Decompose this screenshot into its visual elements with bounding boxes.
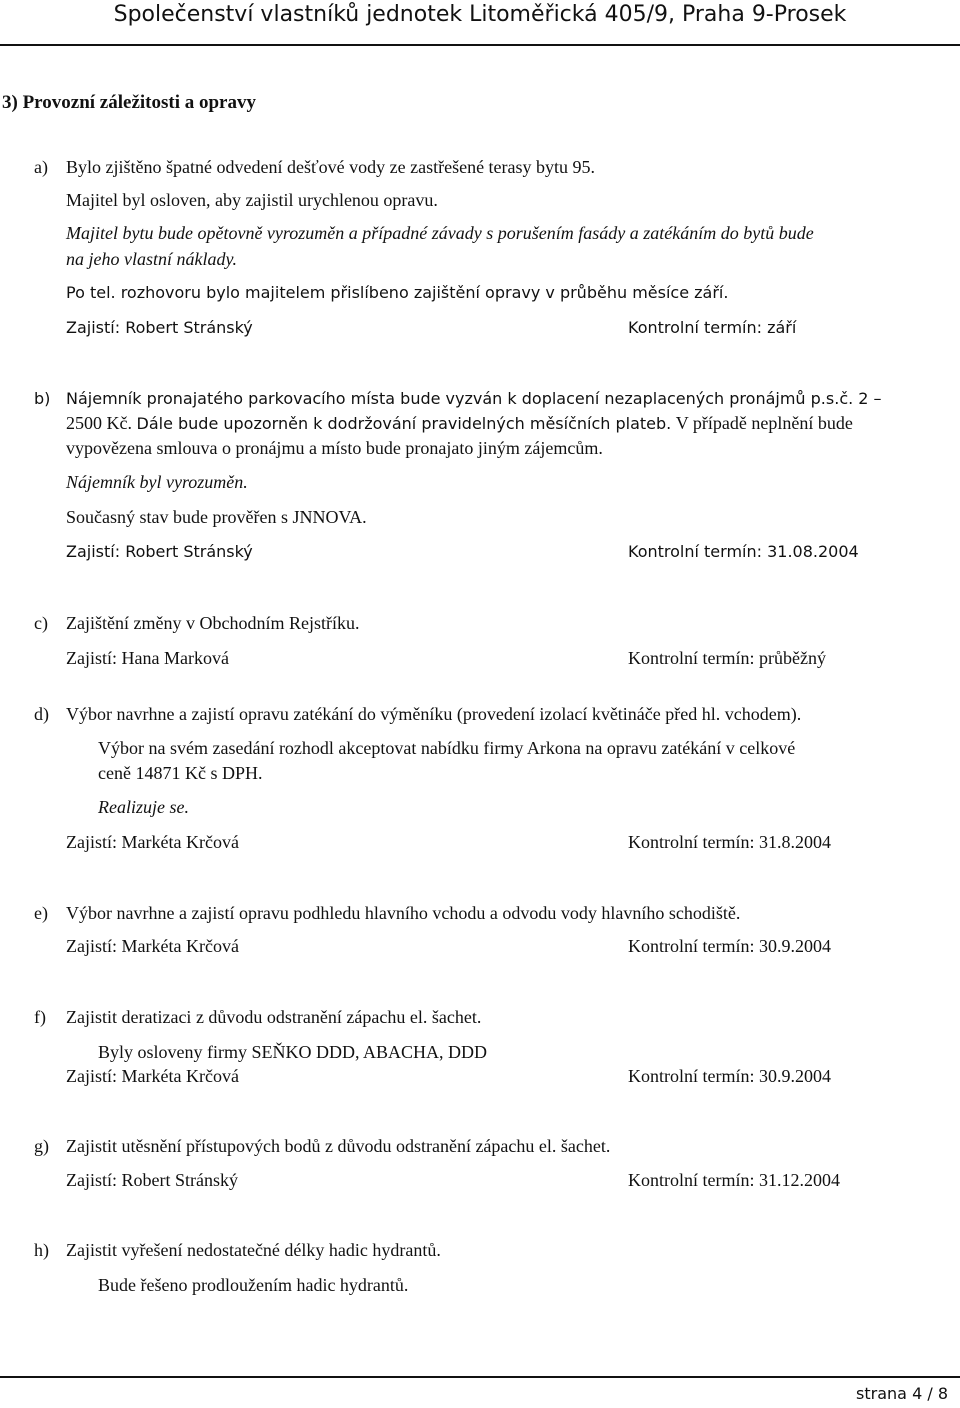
item-a-line5: Po tel. rozhovoru bylo majitelem přislíbeno zajištění opravy v průběhu měsíce září. — [66, 283, 729, 302]
item-f-label: f) — [34, 1007, 46, 1027]
item-f-responsible: Zajistí: Markéta Krčová — [66, 1066, 239, 1086]
item-d-deadline: Kontrolní termín: 31.8.2004 — [628, 832, 831, 852]
item-d-responsible: Zajistí: Markéta Krčová — [66, 832, 239, 852]
header-divider — [0, 44, 960, 46]
item-a-line1: Bylo zjištěno špatné odvedení dešťové vody ze zastřešené terasy bytu 95. — [66, 157, 596, 177]
item-b-label: b) — [34, 389, 51, 408]
item-b-responsible: Zajistí: Robert Stránský — [66, 542, 253, 561]
item-c-line1: Zajištění změny v Obchodním Rejstříku. — [66, 613, 360, 633]
item-d-line4: Realizuje se. — [98, 797, 189, 817]
item-d-line3: ceně 14871 Kč s DPH. — [98, 763, 263, 783]
section-heading: 3) Provozní záležitosti a opravy — [2, 92, 256, 113]
item-b-line4: Nájemník byl vyrozuměn. — [66, 472, 248, 492]
item-h-line2: Bude řešeno prodloužením hadic hydrantů. — [98, 1275, 409, 1295]
item-f-deadline: Kontrolní termín: 30.9.2004 — [628, 1066, 831, 1086]
item-a-line2: Majitel byl osloven, aby zajistil urychlenou opravu. — [66, 190, 438, 210]
item-c-deadline: Kontrolní termín: průběžný — [628, 648, 826, 668]
item-g-label: g) — [34, 1136, 49, 1156]
item-c-responsible: Zajistí: Hana Marková — [66, 648, 229, 668]
item-g-responsible: Zajistí: Robert Stránský — [66, 1170, 238, 1190]
item-b-line5: Současný stav bude prověřen s JNNOVA. — [66, 507, 367, 527]
item-b-line1: Nájemník pronajatého parkovacího místa bude vyzván k doplacení nezaplacených pronájmů p.s.č. 2 – — [66, 389, 882, 408]
item-h-line1: Zajistit vyřešení nedostatečné délky hadic hydrantů. — [66, 1240, 441, 1260]
item-b-line3: vypovězena smlouva o pronájmu a místo bude pronajato jiným zájemcům. — [66, 438, 603, 458]
item-f-line1: Zajistit deratizaci z důvodu odstranění zápachu el. šachet. — [66, 1007, 482, 1027]
item-e-line1: Výbor navrhne a zajistí opravu podhledu hlavního vchodu a odvodu vody hlavního schodiště. — [66, 903, 741, 923]
item-b-line2-notice: Dále bude upozorněn k dodržování pravidelných měsíčních plateb. — [136, 414, 672, 433]
item-g-deadline: Kontrolní termín: 31.12.2004 — [628, 1170, 840, 1190]
page-number: strana 4 / 8 — [856, 1384, 948, 1403]
item-a-deadline: Kontrolní termín: září — [628, 318, 797, 337]
item-e-responsible: Zajistí: Markéta Krčová — [66, 936, 239, 956]
item-a-line3: Majitel bytu bude opětovně vyrozuměn a případné závady s porušením fasády a zatékáním do bytů bude — [66, 223, 814, 243]
item-d-line2: Výbor na svém zasedání rozhodl akceptovat nabídku firmy Arkona na opravu zatékání v celkové — [98, 738, 796, 758]
item-b-deadline: Kontrolní termín: 31.08.2004 — [628, 542, 859, 561]
item-f-line2: Byly osloveny firmy SEŇKO DDD, ABACHA, DDD — [98, 1042, 488, 1062]
item-c-label: c) — [34, 613, 48, 633]
footer-divider — [0, 1376, 960, 1378]
item-a-responsible: Zajistí: Robert Stránský — [66, 318, 253, 337]
item-a-line4: na jeho vlastní náklady. — [66, 249, 237, 269]
document-header-title: Společenství vlastníků jednotek Litoměřická 405/9, Praha 9-Prosek — [113, 2, 847, 27]
item-b-line2-termination: V případě neplnění bude — [675, 413, 853, 433]
item-e-label: e) — [34, 903, 48, 923]
item-g-line1: Zajistit utěsnění přístupových bodů z důvodu odstranění zápachu el. šachet. — [66, 1136, 611, 1156]
item-b-line2-amount: 2500 Kč. — [66, 413, 132, 433]
item-d-line1: Výbor navrhne a zajistí opravu zatékání do výměníku (provedení izolací květináče před hl. vchodem). — [66, 704, 802, 724]
item-d-label: d) — [34, 704, 49, 724]
item-b-line2 — [66, 412, 853, 435]
item-e-deadline: Kontrolní termín: 30.9.2004 — [628, 936, 831, 956]
item-h-label: h) — [34, 1240, 49, 1260]
item-a-label: a) — [34, 157, 48, 177]
